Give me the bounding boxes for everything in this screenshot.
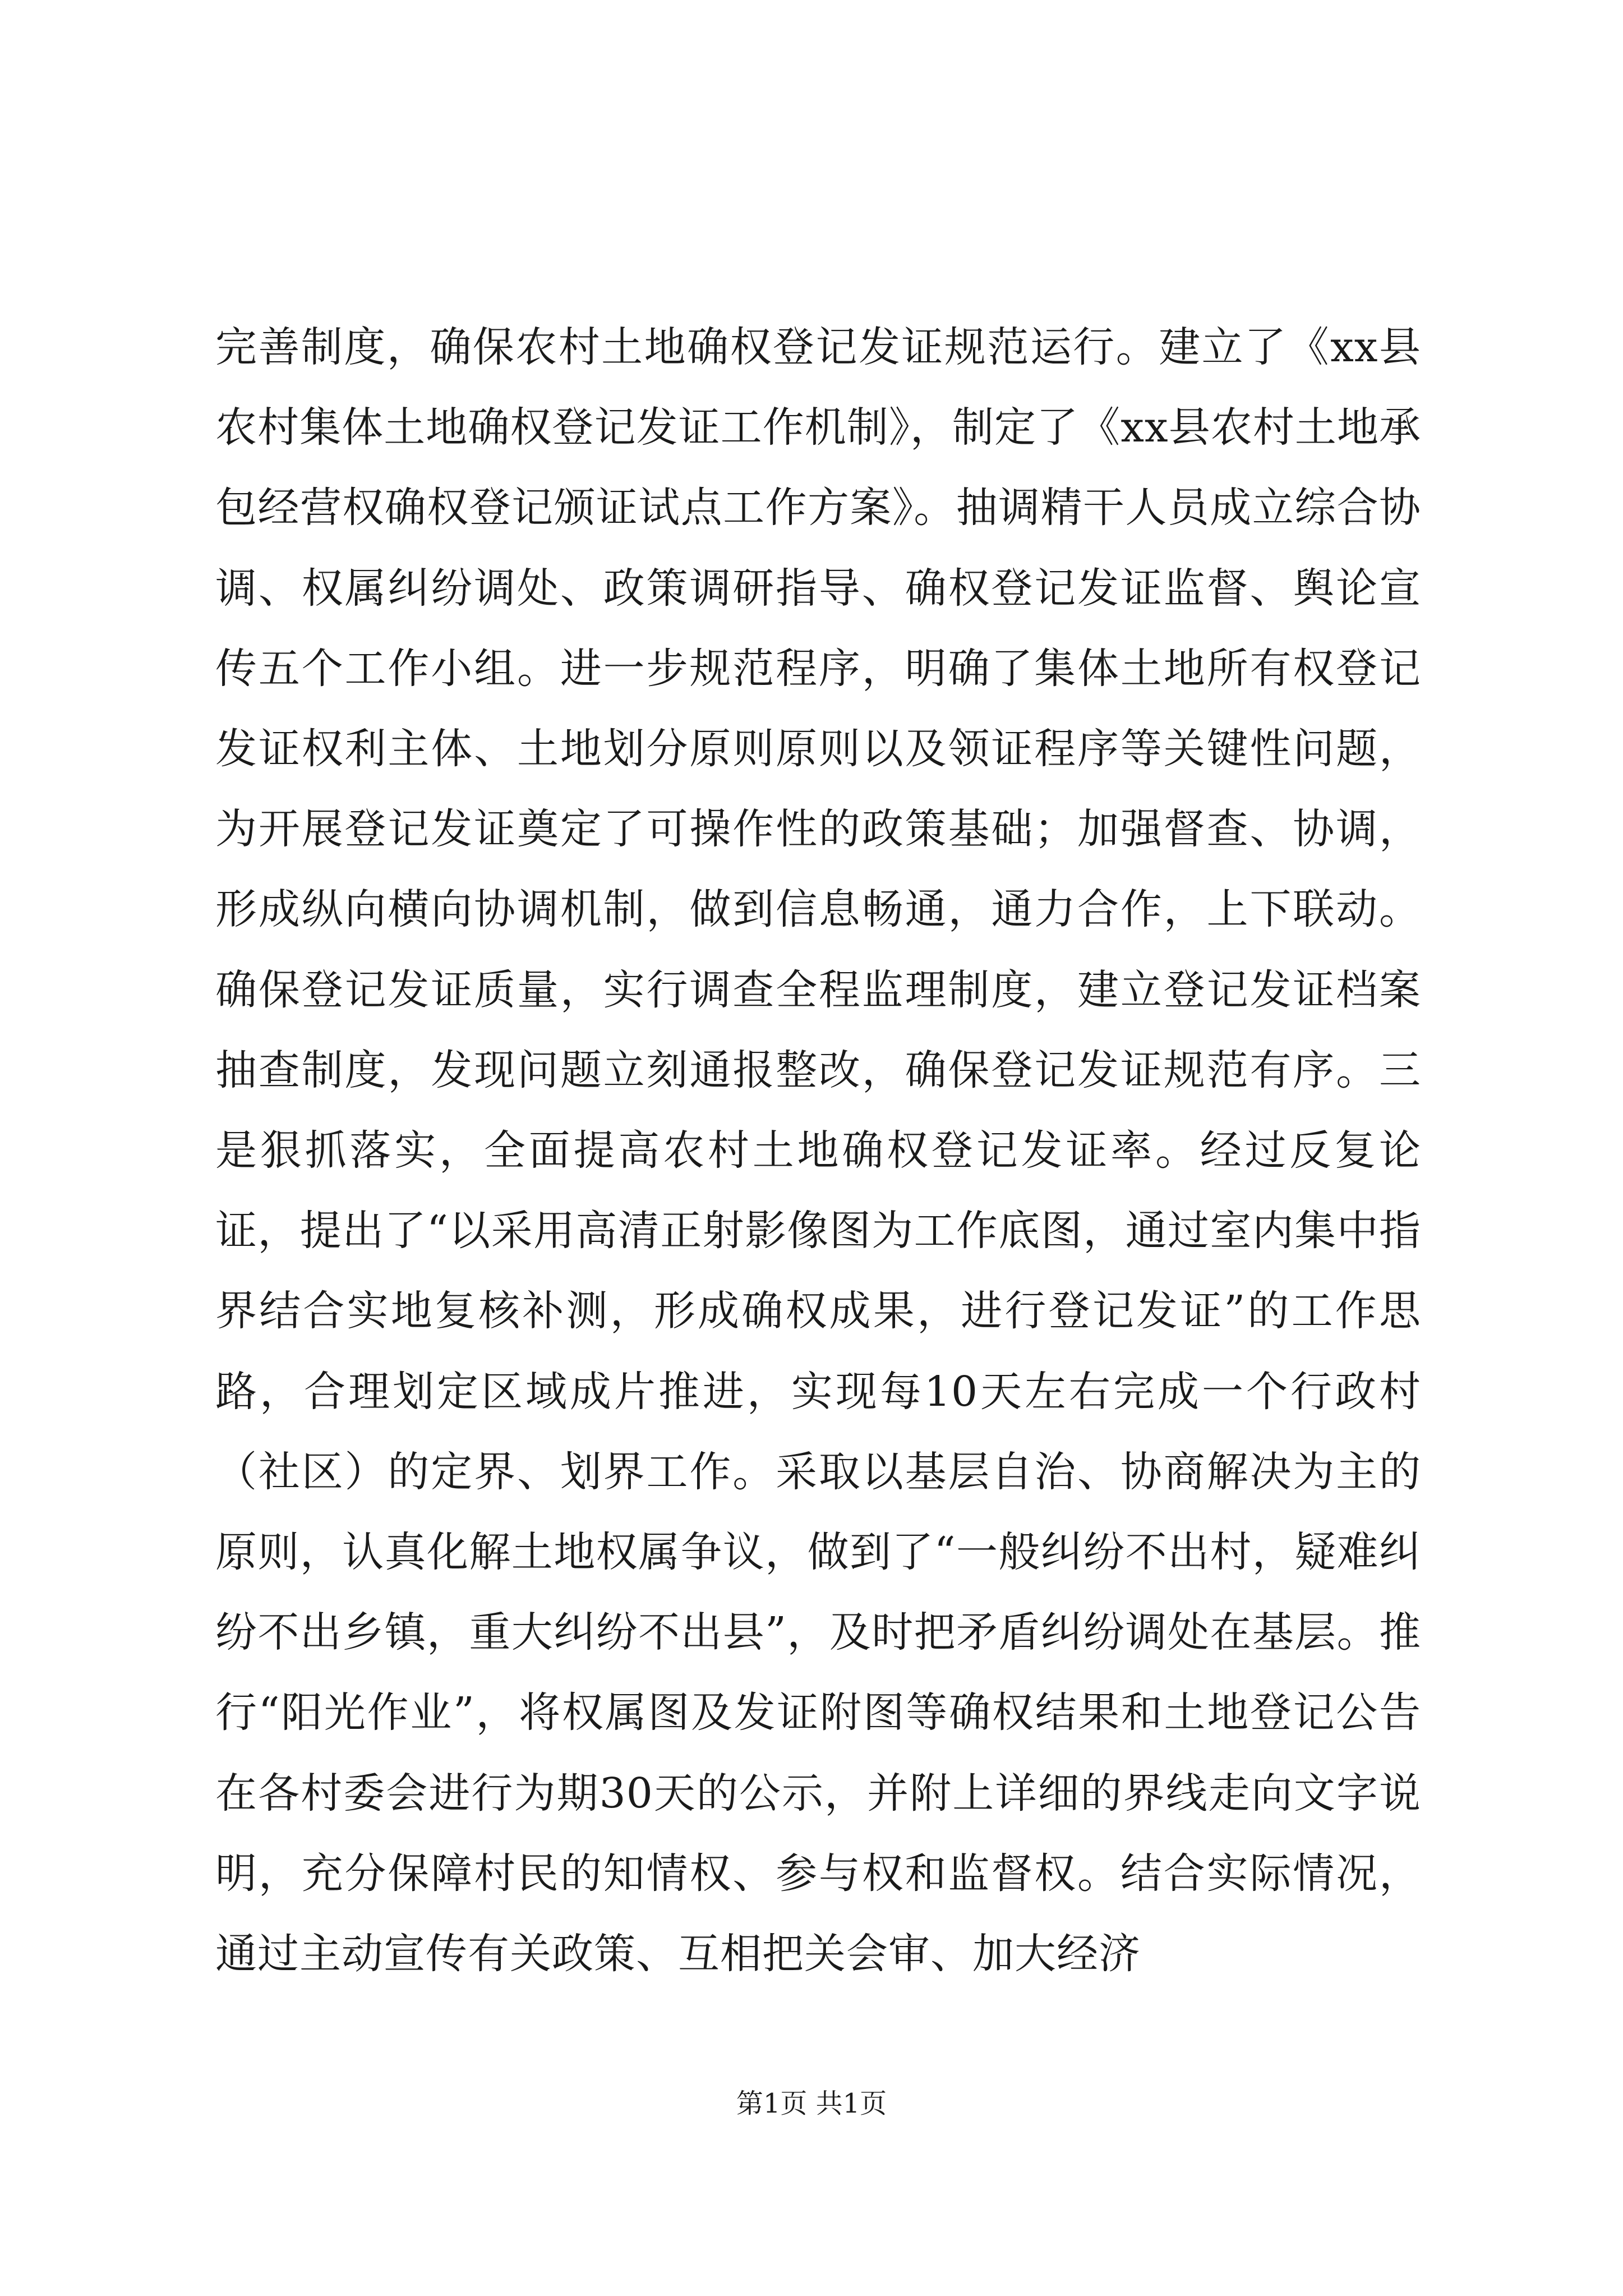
- body-paragraph: 完善制度，确保农村土地确权登记发证规范运行。建立了《xx县农村集体土地确权登记发证工作机制》，制定了《xx县农村土地承包经营权确权登记颁证试点工作方案》。抽调精干人员成立综合协调、权属纠纷调处、政策调研指导、确权登记发证监督、舆论宣传五个工作小组。进一步规范程序，明确了集体土地所有权登记发证权利主体、土地划分原则原则以及领证程序等关键性问题，为开展登记发证奠定了可操作性的政策基础；加强督查、协调，形成纵向横向协调机制，做到信息畅通，通力合作，上下联动。确保登记发证质量，实行调查全程监理制度，建立登记发证档案抽查制度，发现问题立刻通报整改，确保登记发证规范有序。三是狠抓落实，全面提高农村土地确权登记发证率。经过反复论证，提出了“以采用高清正射影像图为工作底图，通过室内集中指界结合实地复核补测，形成确权成果，进行登记发证”的工作思路，合理划定区域成片推进，实现每10天左右完成一个行政村（社区）的定界、划界工作。采取以基层自治、协商解决为主的原则，认真化解土地权属争议，做到了“一般纠纷不出村，疑难纠纷不出乡镇，重大纠纷不出县”，及时把矛盾纠纷调处在基层。推行“阳光作业”，将权属图及发证附图等确权结果和土地登记公告在各村委会进行为期30天的公示，并附上详细的界线走向文字说明，充分保障村民的知情权、参与权和监督权。结合实际情况，通过主动宣传有关政策、互相把关会审、加大经济: [215, 323, 1421, 1978]
- page-footer: 第1页 共1页: [736, 2088, 887, 2119]
